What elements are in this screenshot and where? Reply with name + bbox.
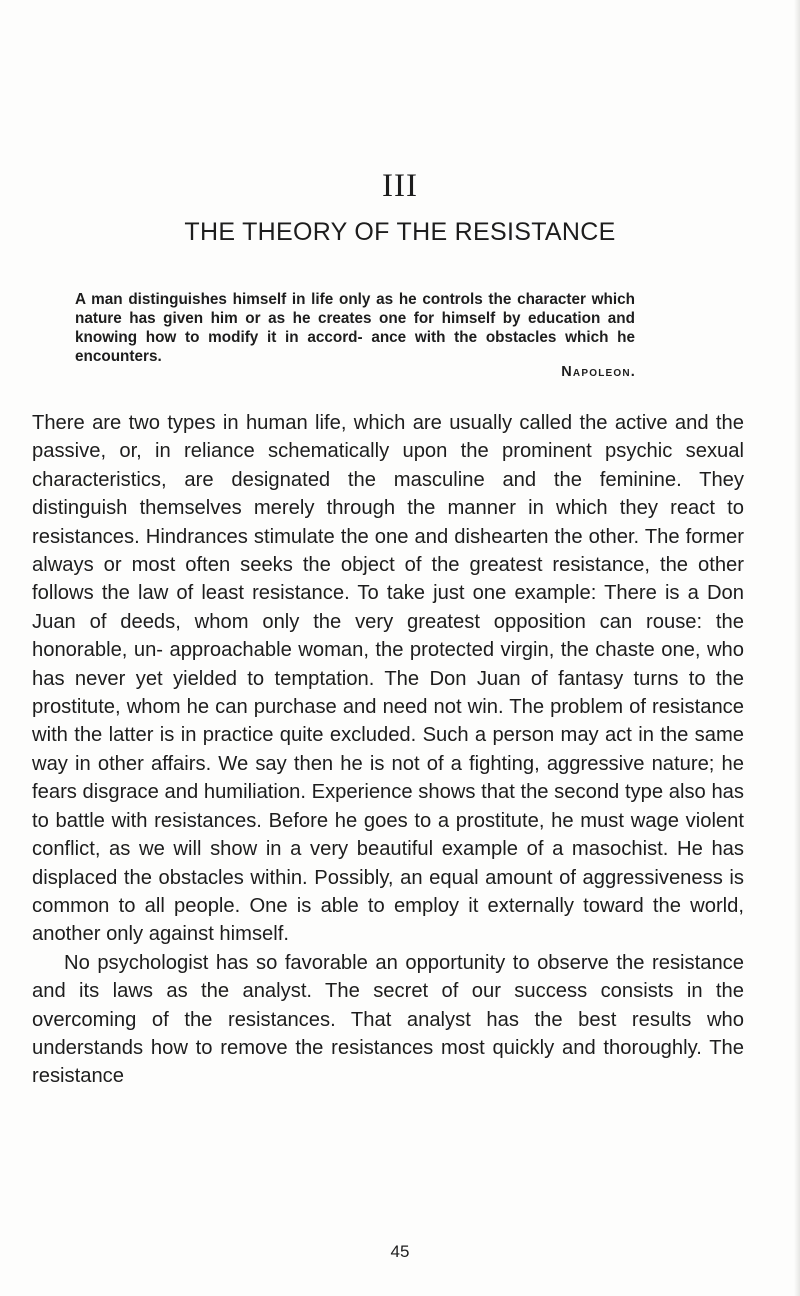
chapter-number: III bbox=[382, 168, 418, 204]
body-paragraph-2: No psychologist has so favorable an opportunity to observe the resistance and its laws as the analyst. The secret of our success consists in the overcoming of the resistances. That analyst has the best results who understands how to remove the resistances most quickly and thoroughly. The resistance bbox=[32, 951, 744, 1088]
epigraph-attribution: Napoleon. bbox=[561, 364, 636, 380]
body-paragraph-1: There are two types in human life, which are usually called the active and the passive, or, in reliance schematically upon the prominent psychic sexual characteristics, are designated the masculine and the feminine. They distinguish themselves merely through the manner in which they react to resistances. Hindrances stimulate the one and dishearten the other. The former always or most often seeks the object of the greatest resistance, the other follows the law of least resistance. To take just one example: There is a Don Juan of deeds, whom only the very greatest opposition can rouse: the honorable, un- approachable woman, the protected virgin, the chaste one, who has never yet yielded to temptation. The Don Juan of fantasy turns to the prostitute, whom he can purchase and need not win. The problem of resistance with the latter is in practice quite excluded. Such a person may act in the same way in other affairs. We say then he is not of a fighting, aggressive nature; he fears disgrace and humiliation. Experience shows that the second type also has to battle with resistances. Before he goes to a prostitute, he must wage violent conflict, as we will show in a very beautiful example of a masochist. He has displaced the obstacles within. Possibly, an equal amount of aggressiveness is common to all people. One is able to employ it externally toward the world, another only against himself. bbox=[32, 412, 744, 946]
epigraph-quote: A man distinguishes himself in life only as he controls the character which nature has given him or as he creates one for himself by education and knowing how to modify it in accord- ance with the obstacles which he encounters. bbox=[75, 291, 635, 365]
chapter-title: THE THEORY OF THE RESISTANCE bbox=[184, 218, 616, 246]
page-number: 45 bbox=[390, 1242, 410, 1261]
chapter-body bbox=[32, 409, 744, 1091]
